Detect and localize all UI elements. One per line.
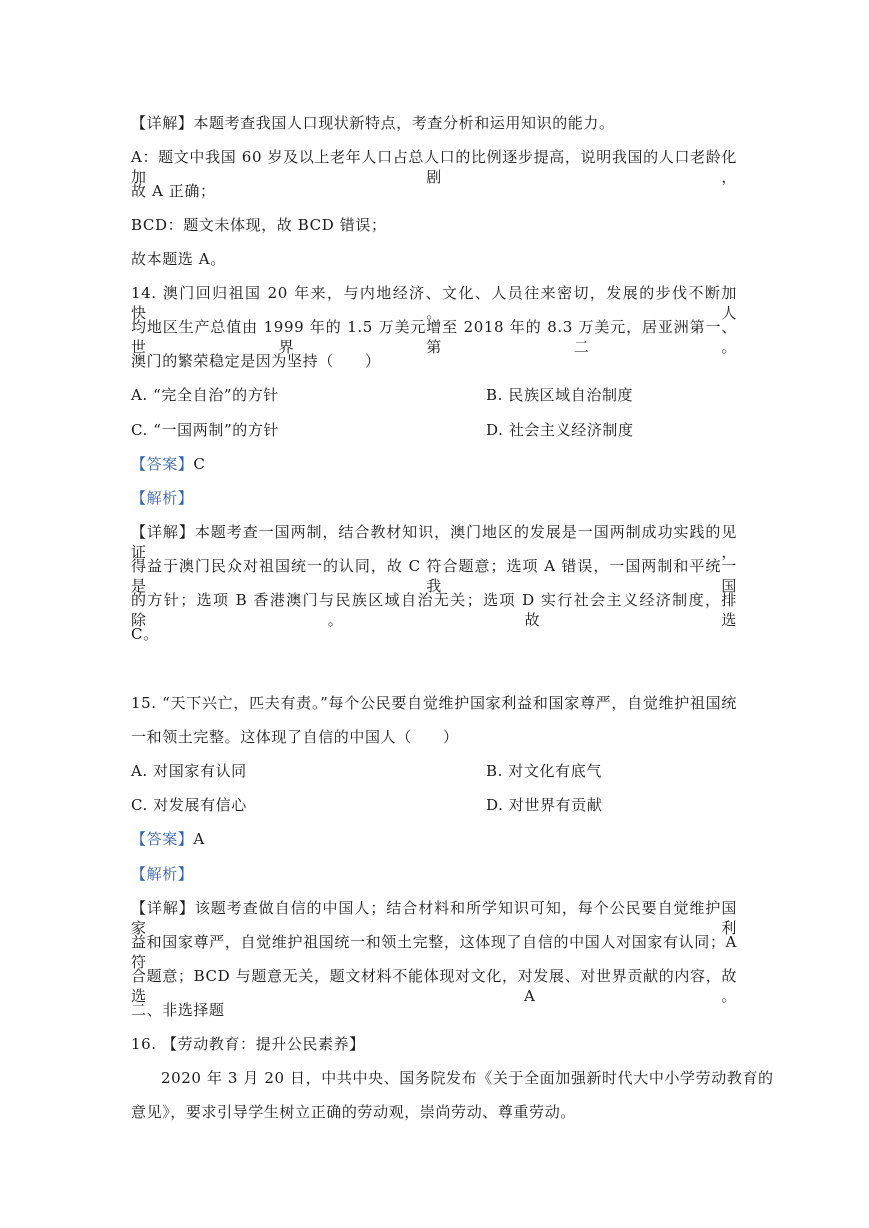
q14-answer-value: C <box>193 455 206 473</box>
q14-detail-line3: 的方针；选项 B 香港澳门与民族区域自治无关；选项 D 实行社会主义经济制度，排除。故选 <box>131 591 737 629</box>
detail-tag: 【详解】 <box>131 523 195 541</box>
q14-option-a: A. “完全自治”的方针 <box>131 386 279 404</box>
detail-tag: 【详解】 <box>131 114 194 132</box>
q13-conclusion: 故本题选 A。 <box>131 250 226 268</box>
section-heading: 二、非选择题 <box>131 1001 225 1019</box>
q14-stem-line2: 均地区生产总值由 1999 年的 1.5 万美元增至 2018 年的 8.3 万美元，居亚洲第一、世界第二。 <box>131 318 737 356</box>
q15-option-d: D. 对世界有贡献 <box>486 796 603 814</box>
detail-tag: 【详解】 <box>131 899 195 917</box>
q13-detail-text: 本题考查我国人口现状新特点，考查分析和运用知识的能力。 <box>193 114 615 132</box>
q15-option-c: C. 对发展有信心 <box>131 796 247 814</box>
q15-answer-value: A <box>193 830 205 848</box>
q15-detail-line3: 合题意；BCD 与题意无关，题文材料不能体现对文化，对发展、对世界贡献的内容，故选 A。 <box>131 967 737 1005</box>
q16-title: 16. 【劳动教育：提升公民素养】 <box>131 1035 365 1053</box>
q14-stem-line3: 澳门的繁荣稳定是因为坚持（ ） <box>131 352 381 370</box>
answer-tag: 【答案】 <box>131 830 194 848</box>
q16-paragraph-line2: 意见》，要求引导学生树立正确的劳动观，崇尚劳动、尊重劳动。 <box>131 1103 576 1121</box>
q15-analysis-tag: 【解析】 <box>131 865 194 883</box>
q15-stem-line2: 一和领土完整。这体现了自信的中国人（ ） <box>131 728 459 746</box>
q14-analysis-tag: 【解析】 <box>131 489 194 507</box>
q15-option-a: A. 对国家有认同 <box>131 762 247 780</box>
q14-detail-line2: 得益于澳门民众对祖国统一的认同，故 C 符合题意；选项 A 错误，一国两制和平统一是我国 <box>131 557 737 595</box>
q14-option-c: C. “一国两制”的方针 <box>131 421 280 439</box>
q15-answer <box>131 829 205 849</box>
q15-option-b: B. 对文化有底气 <box>486 762 602 780</box>
q13-analysis-a-line1: A：题文中我国 60 岁及以上老年人口占总人口的比例逐步提高，说明我国的人口老龄化加剧， <box>131 148 737 186</box>
q15-detail-line2: 益和国家尊严，自觉维护祖国统一和领土完整，这体现了自信的中国人对国家有认同；A 符 <box>131 933 737 971</box>
q14-detail-line4: C。 <box>131 625 159 643</box>
q14-option-b: B. 民族区域自治制度 <box>486 386 634 404</box>
q14-option-d: D. 社会主义经济制度 <box>486 421 634 439</box>
q15-detail-text1: 该题考查做自信的中国人；结合材料和所学知识可知，每个公民要自觉维护国家利 <box>131 899 737 937</box>
q14-answer <box>131 454 205 474</box>
q14-stem-line1: 14. 澳门回归祖国 20 年来，与内地经济、文化、人员往来密切，发展的步伐不断加快。人 <box>131 284 737 322</box>
q13-analysis-a-line2: 故 A 正确； <box>131 182 216 200</box>
answer-tag: 【答案】 <box>131 455 194 473</box>
q15-stem-line1: 15. “天下兴亡，匹夫有责。”每个公民要自觉维护国家利益和国家尊严，自觉维护祖国统 <box>131 694 737 712</box>
q16-paragraph-line1: 2020 年 3 月 20 日，中共中央、国务院发布《关于全面加强新时代大中小学劳动教育的 <box>161 1069 774 1087</box>
q14-detail-text1: 本题考查一国两制，结合教材知识，澳门地区的发展是一国两制成功实践的见证， <box>131 523 737 561</box>
q13-detail-line <box>131 113 615 133</box>
q13-analysis-bcd: BCD：题文未体现，故 BCD 错误； <box>131 216 387 234</box>
